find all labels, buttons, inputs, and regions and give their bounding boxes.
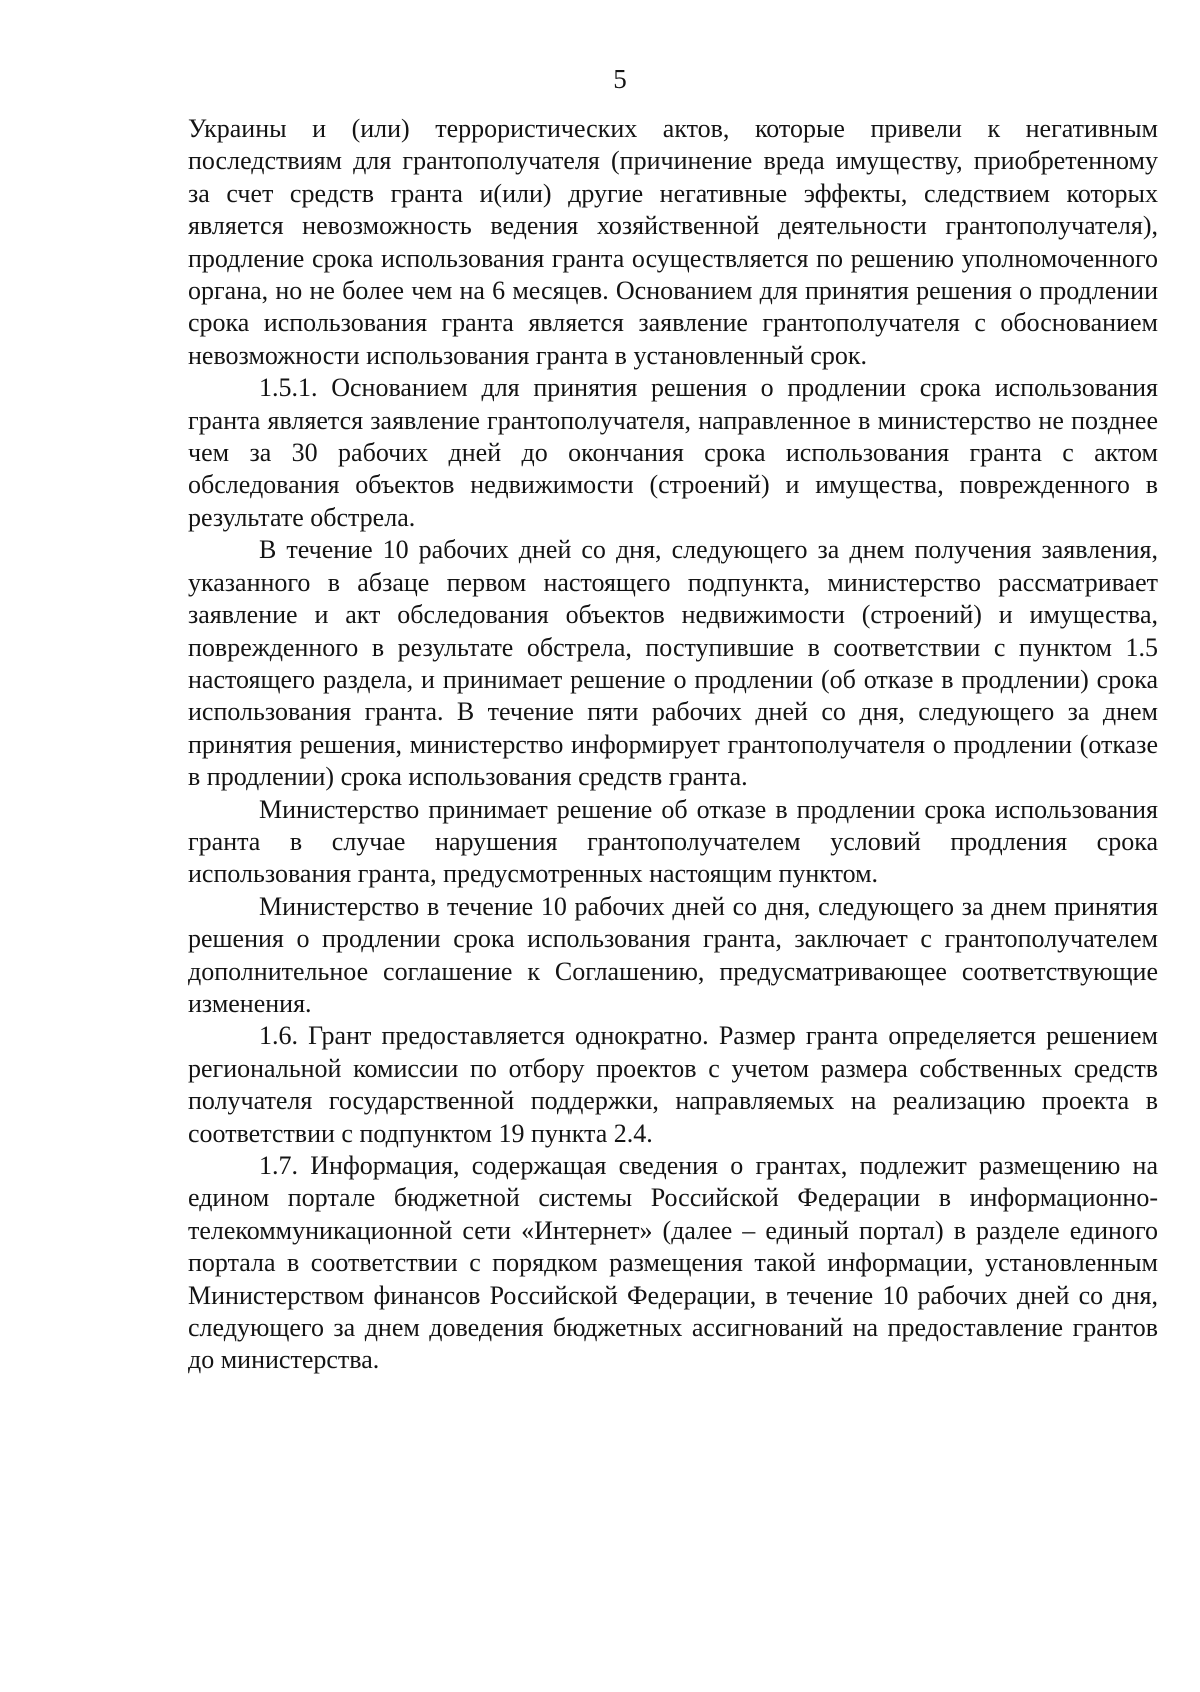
paragraph-1-7: 1.7. Информация, содержащая сведения о грантах, подлежит размещению на едином портале бюджетной системы Российской Федерации в информационно-телекоммуникационной сети «Интернет» (далее – единый портал) в разделе единого портала в соответствии с порядком размещения такой информации, установленным Министерством финансов Российской Федерации, в течение 10 рабочих дней со дня, следующего за днем доведения бюджетных ассигнований на предоставление грантов до министерства. xyxy=(188,1151,1158,1375)
paragraph-review-period: В течение 10 рабочих дней со дня, следующего за днем получения заявления, указанного в абзаце первом настоящего подпункта, министерство рассматривает заявление и акт обследования объектов недвижимости (строений) и имущества, поврежденного в результате обстрела, поступившие в соответствии с пунктом 1.5 настоящего раздела, и принимает решение о продлении (об отказе в продлении) срока использования гранта. В течение пяти рабочих дней со дня, следующего за днем принятия решения, министерство информирует грантополучателя о продлении (отказе в продлении) срока использования средств гранта. xyxy=(188,535,1158,792)
page-number: 5 xyxy=(613,64,627,94)
paragraph-additional-agreement: Министерство в течение 10 рабочих дней со дня, следующего за днем принятия решения о продлении срока использования гранта, заключает с грантополучателем дополнительное соглашение к Соглашению, предусматривающее соответствующие изменения. xyxy=(188,891,1158,1018)
paragraph-1-6: 1.6. Грант предоставляется однократно. Размер гранта определяется решением региональной комиссии по отбору проектов с учетом размера собственных средств получателя государственной поддержки, направляемых на реализацию проекта в соответствии с подпунктом 19 пункта 2.4. xyxy=(188,1021,1158,1148)
paragraph-1-5-1: 1.5.1. Основанием для принятия решения о продлении срока использования гранта является заявление грантополучателя, направленное в министерство не позднее чем за 30 рабочих дней до окончания срока использования гранта с актом обследования объектов недвижимости (строений) и имущества, поврежденного в результате обстрела. xyxy=(188,373,1158,532)
paragraph-continuation: Украины и (или) террористических актов, которые привели к негативным последствиям для грантополучателя (причинение вреда имуществу, приобретенному за счет средств гранта и(или) другие негативные эффекты, следствием которых является невозможность ведения хозяйственной деятельности грантополучателя), продление срока использования гранта осуществляется по решению уполномоченного органа, но не более чем на 6 месяцев. Основанием для принятия решения о продлении срока использования гранта является заявление грантополучателя с обоснованием невозможности использования гранта в установленный срок. xyxy=(188,114,1158,370)
paragraph-refusal: Министерство принимает решение об отказе в продлении срока использования гранта в случае нарушения грантополучателем условий продления срока использования гранта, предусмотренных настоящим пунктом. xyxy=(188,794,1158,889)
document-body xyxy=(188,113,1158,1377)
